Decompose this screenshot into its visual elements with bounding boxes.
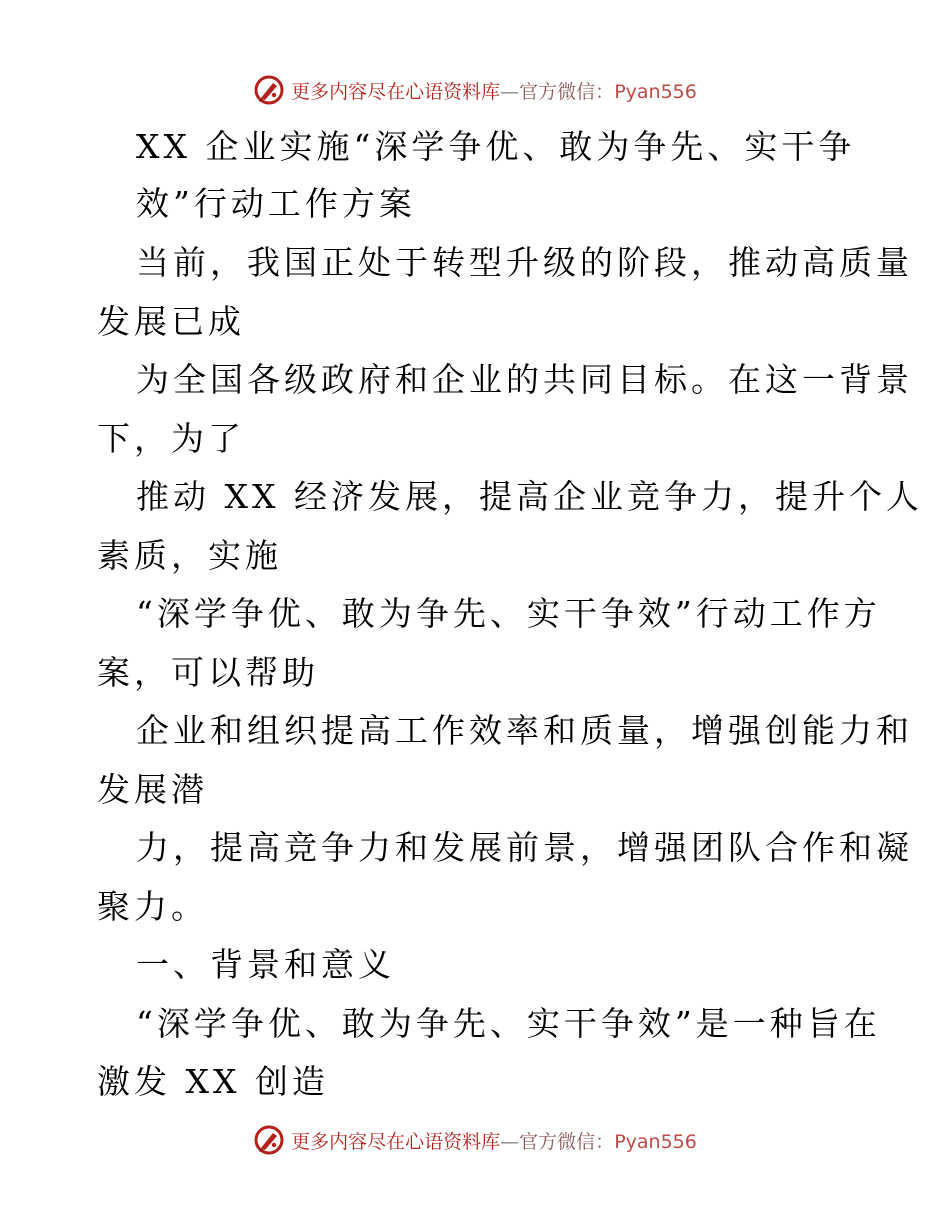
paragraph-line: 推动 XX 经济发展，提高企业竞争力，提升个人 — [136, 477, 923, 516]
watermark-brand: 更多内容尽在心语资料库 — [291, 80, 501, 103]
paragraph-line: 为全国各级政府和企业的共同目标。在这一背景 — [136, 360, 913, 399]
paragraph-line: 案，可以帮助 — [97, 653, 319, 692]
watermark-wechat-label: 官方微信： — [519, 1130, 615, 1153]
section-paragraph-line: 激发 XX 创造 — [97, 1062, 329, 1101]
document-title-line-1: XX 企业实施“深学争优、敢为争先、实干争 — [136, 127, 856, 166]
paragraph-line: 企业和组织提高工作效率和质量，增强创能力和 — [136, 711, 913, 750]
paragraph-line: 当前，我国正处于转型升级的阶段，推动高质量 — [136, 243, 913, 282]
paragraph-line: 力，提高竞争力和发展前景，增强团队合作和凝 — [136, 828, 913, 867]
section-paragraph-line: “深学争优、敢为争先、实干争效”是一种旨在 — [136, 1004, 881, 1043]
watermark-text — [291, 77, 697, 104]
watermark-account: Pyan556 — [614, 1130, 697, 1153]
watermark-account: Pyan556 — [614, 80, 697, 103]
paragraph-line: 发展潜 — [97, 770, 208, 809]
document-title-line-2: 效”行动工作方案 — [136, 184, 416, 223]
footer-watermark — [0, 1120, 950, 1160]
watermark-wechat-label: 官方微信： — [519, 80, 615, 103]
watermark-dash: — — [500, 80, 520, 103]
paragraph-line: 下，为了 — [97, 419, 245, 458]
watermark-brand: 更多内容尽在心语资料库 — [291, 1130, 501, 1153]
paragraph-line: “深学争优、敢为争先、实干争效”行动工作方 — [136, 594, 881, 633]
pen-logo-icon — [253, 1124, 285, 1156]
watermark-text — [291, 1127, 697, 1154]
paragraph-line: 素质，实施 — [97, 536, 282, 575]
header-watermark — [0, 70, 950, 110]
section-heading: 一、背景和意义 — [136, 945, 395, 984]
paragraph-line: 发展已成 — [97, 302, 245, 341]
paragraph-line: 聚力。 — [97, 887, 208, 926]
pen-logo-icon — [253, 74, 285, 106]
watermark-dash: — — [500, 1130, 520, 1153]
